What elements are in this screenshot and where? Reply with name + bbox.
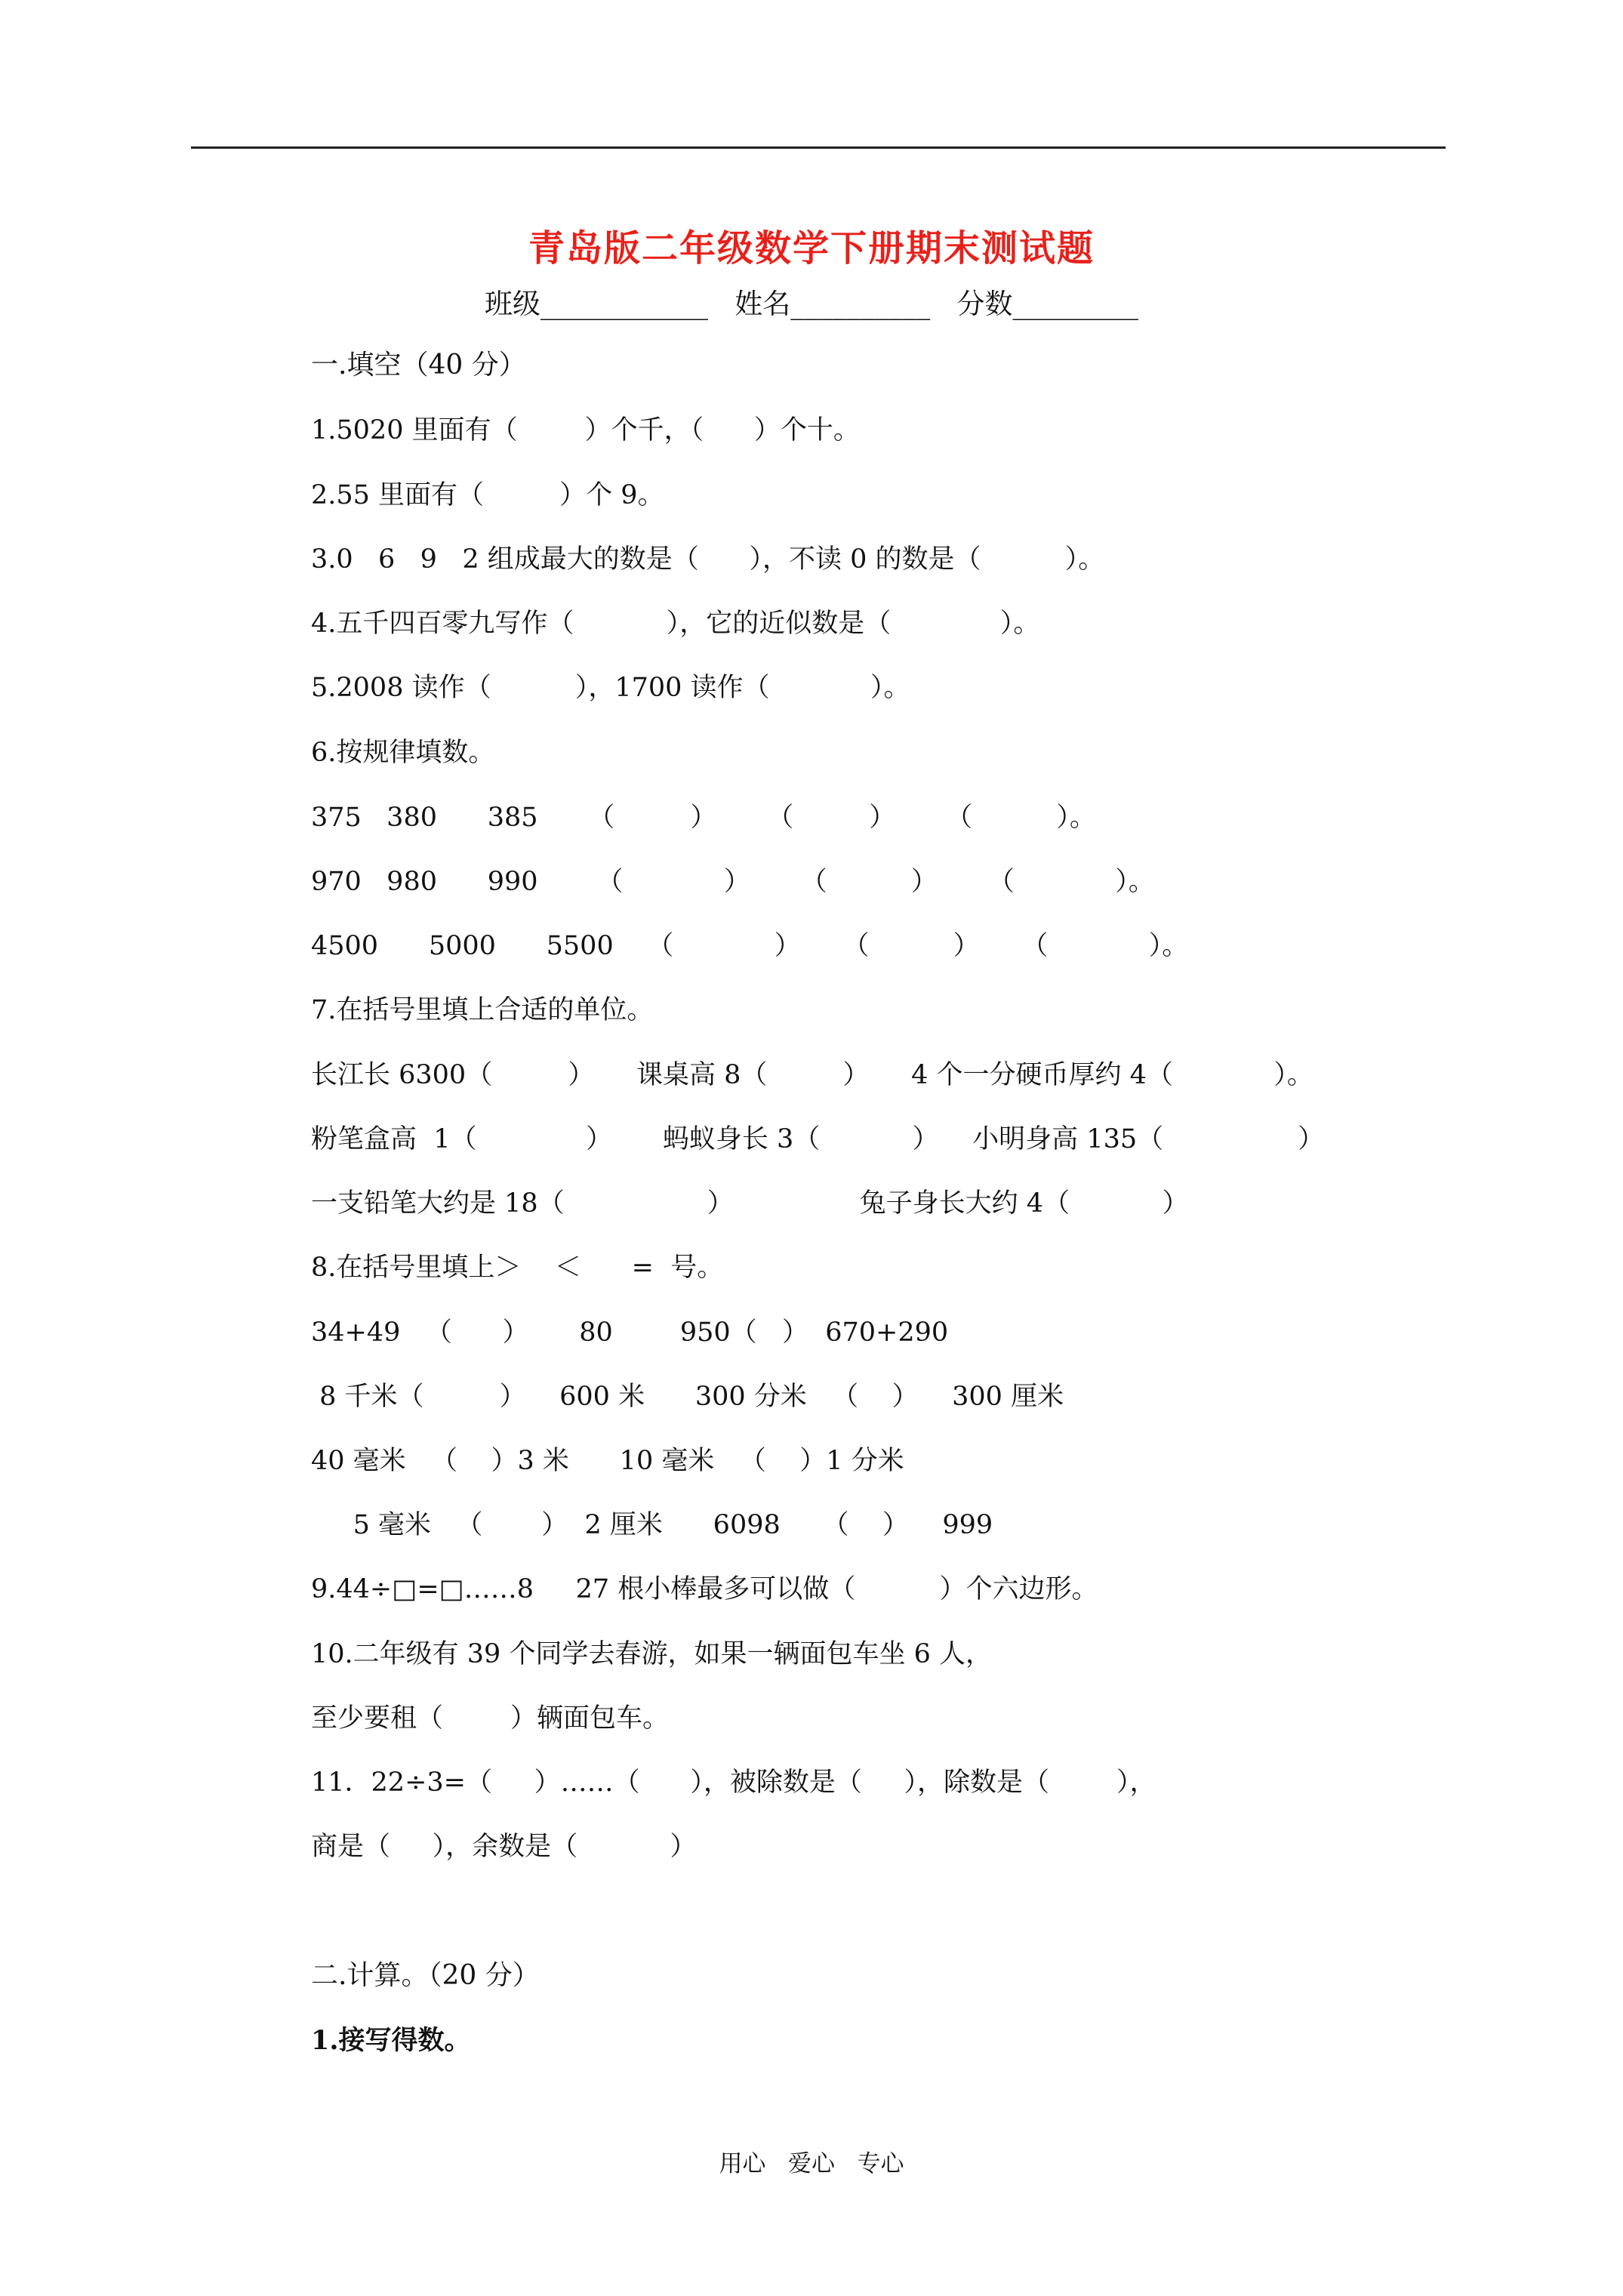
header-rule bbox=[191, 146, 1446, 149]
question-line: 一支铅笔大约是 18（ ） 兔子身长大约 4（ ） bbox=[311, 1188, 1189, 1219]
question-line: 8 千米（ ） 600 米 300 分米 （ ） 300 厘米 bbox=[311, 1382, 1064, 1412]
section-2-subheading: 1.接写得数。 bbox=[311, 2025, 471, 2056]
question-line: 3.0 6 9 2 组成最大的数是（ ），不读 0 的数是（ ）。 bbox=[311, 544, 1105, 575]
section-2-heading: 二.计算。（20 分） bbox=[311, 1960, 540, 1991]
question-line: 4.五千四百零九写作（ ），它的近似数是（ ）。 bbox=[311, 609, 1040, 639]
page-title: 青岛版二年级数学下册期末测试题 bbox=[528, 227, 1095, 270]
page-footer: 用心 爱心 专心 bbox=[719, 2150, 904, 2177]
student-info-line: 班级____________ 姓名__________ 分数_________ bbox=[484, 288, 1139, 320]
question-line: 970 980 990 （ ） （ ） （ ）。 bbox=[311, 867, 1155, 897]
question-line: 7.在括号里填上合适的单位。 bbox=[311, 995, 654, 1025]
question-line: 2.55 里面有（ ）个 9。 bbox=[311, 480, 664, 510]
question-line: 6.按规律填数。 bbox=[311, 738, 495, 768]
question-line: 8.在括号里填上＞ ＜ = 号。 bbox=[311, 1253, 724, 1283]
question-line: 4500 5000 5500 （ ） （ ） （ ）。 bbox=[311, 931, 1189, 961]
question-line: 10.二年级有 39 个同学去春游，如果一辆面包车坐 6 人， bbox=[311, 1639, 992, 1669]
question-line: 商是（ ），余数是（ ） bbox=[311, 1832, 697, 1862]
section-1-heading: 一.填空（40 分） bbox=[311, 350, 526, 381]
question-line: 9.44÷□=□……8 27 根小棒最多可以做（ ）个六边形。 bbox=[311, 1574, 1098, 1604]
question-line: 34+49 （ ） 80 950（ ） 670+290 bbox=[311, 1318, 949, 1348]
question-line: 11．22÷3=（ ）……（ ），被除数是（ ），除数是（ ）， bbox=[311, 1767, 1156, 1798]
question-line: 5.2008 读作（ ），1700 读作（ ）。 bbox=[311, 673, 910, 703]
question-line: 至少要租（ ）辆面包车。 bbox=[311, 1703, 670, 1734]
question-line: 长江长 6300（ ） 课桌高 8（ ） 4 个一分硬币厚约 4（ ）。 bbox=[311, 1060, 1313, 1090]
question-line: 375 380 385 （ ） （ ） （ ）。 bbox=[311, 803, 1096, 833]
question-line: 40 毫米 （ ）3 米 10 毫米 （ ）1 分米 bbox=[311, 1446, 904, 1476]
question-line: 粉笔盒高 1（ ） 蚂蚁身长 3（ ） 小明身高 135（ ） bbox=[311, 1124, 1325, 1154]
question-line: 5 毫米 （ ） 2 厘米 6098 （ ） 999 bbox=[311, 1510, 993, 1540]
question-line: 1.5020 里面有（ ）个千，（ ）个十。 bbox=[311, 415, 860, 445]
